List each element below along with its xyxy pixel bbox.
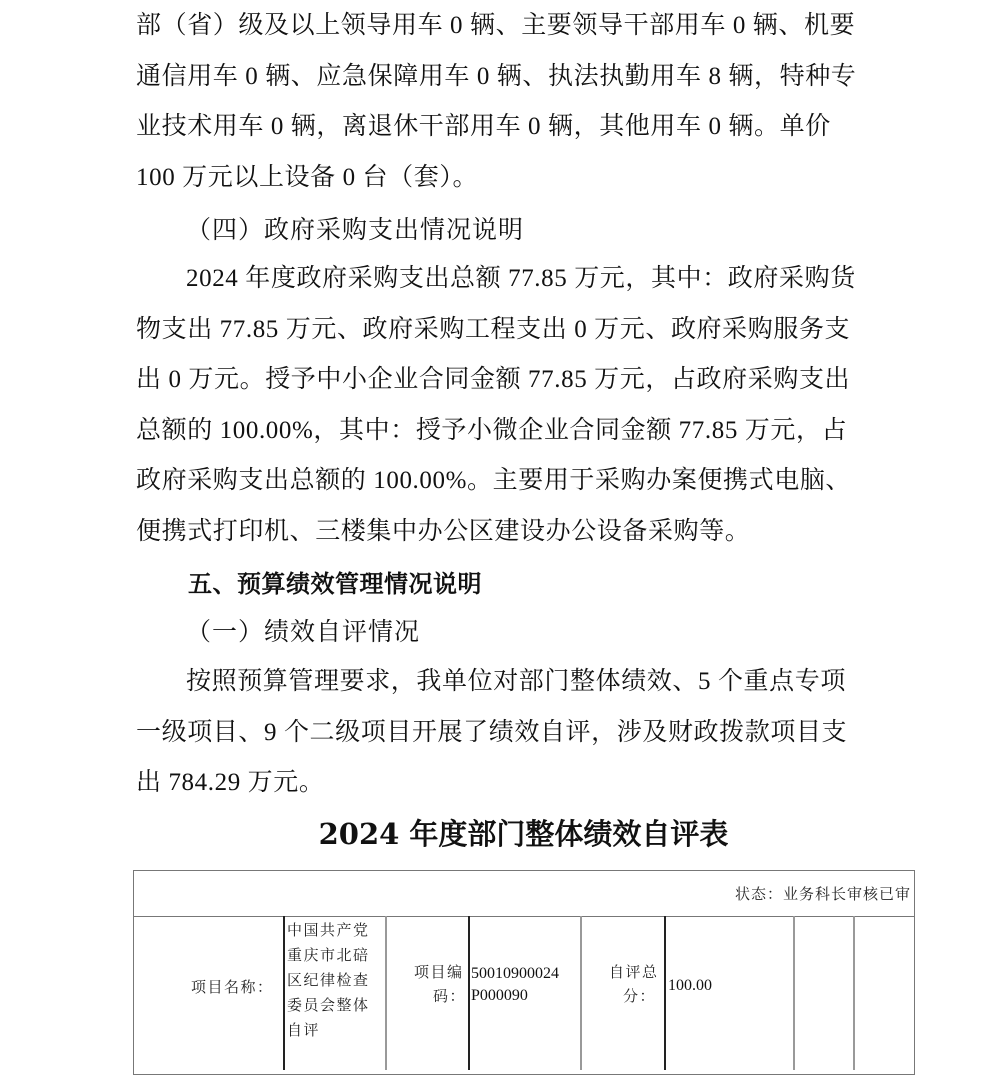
text-line: 100 万元以上设备 0 台（套）。 <box>136 163 479 191</box>
column-divider <box>853 916 855 1070</box>
text-line: 出 784.29 万元。 <box>136 769 325 796</box>
text-line: 部（省）级及以上领导用车 0 辆、主要领导干部用车 0 辆、机要 <box>136 12 856 39</box>
cell-line: 中国共产党 <box>287 921 370 939</box>
cell-line: 重庆市北碚 <box>287 946 370 964</box>
text-line: 政府采购支出总额的 100.00%。主要用于采购办案便携式电脑、 <box>136 467 852 494</box>
text-line: 出 0 万元。授予中小企业合同金额 77.85 万元，占政府采购支出 <box>136 366 851 393</box>
project-code-label: 码： <box>433 987 467 1005</box>
column-divider <box>385 916 387 1070</box>
self-evaluation-table <box>133 870 915 1070</box>
column-divider <box>468 916 470 1070</box>
section-heading-performance: 五、预算绩效管理情况说明 <box>188 570 482 598</box>
cell-line: 自评 <box>287 1021 321 1039</box>
project-code-label: 项目编 <box>414 963 464 981</box>
text-line: 一级项目、9 个二级项目开展了绩效自评，涉及财政拨款项目支 <box>136 718 848 746</box>
column-divider <box>283 916 285 1070</box>
column-divider <box>580 916 582 1070</box>
text-line: 物支出 77.85 万元、政府采购工程支出 0 万元、政府采购服务支 <box>136 315 851 343</box>
text-line: 按照预算管理要求，我单位对部门整体绩效、5 个重点专项 <box>186 668 846 695</box>
project-code-value: P000090 <box>471 987 528 1004</box>
paragraph-procurement <box>136 254 876 557</box>
table-title: 2024 年度部门整体绩效自评表 <box>318 817 729 851</box>
project-name-label: 项目名称： <box>191 978 274 996</box>
text-line: 业技术用车 0 辆，离退休干部用车 0 辆，其他用车 0 辆。单价 <box>136 113 831 140</box>
score-label: 分： <box>623 987 657 1005</box>
column-divider <box>664 916 666 1070</box>
score-value: 100.00 <box>668 977 712 994</box>
cell-line: 区纪律检查 <box>287 971 370 989</box>
status-text: 状态：业务科长审核已审 <box>734 885 911 903</box>
subheading-self-evaluation: （一）绩效自评情况 <box>186 619 421 646</box>
project-code-value: 50010900024 <box>471 965 559 982</box>
section-heading-procurement: （四）政府采购支出情况说明 <box>186 217 525 244</box>
text-line: 通信用车 0 辆、应急保障用车 0 辆、执法执勤用车 8 辆，特种专 <box>136 62 857 90</box>
paragraph-performance <box>136 657 876 809</box>
cell-line: 委员会整体 <box>287 996 370 1014</box>
paragraph-vehicles <box>136 1 876 203</box>
column-divider <box>793 916 795 1070</box>
text-line: 总额的 100.00%，其中：授予小微企业合同金额 77.85 万元，占 <box>136 416 848 444</box>
table-status-row <box>133 870 915 917</box>
text-line: 2024 年度政府采购支出总额 77.85 万元，其中：政府采购货 <box>186 265 856 292</box>
score-label: 自评总 <box>609 963 659 981</box>
text-line: 便携式打印机、三楼集中办公区建设办公设备采购等。 <box>136 517 751 545</box>
